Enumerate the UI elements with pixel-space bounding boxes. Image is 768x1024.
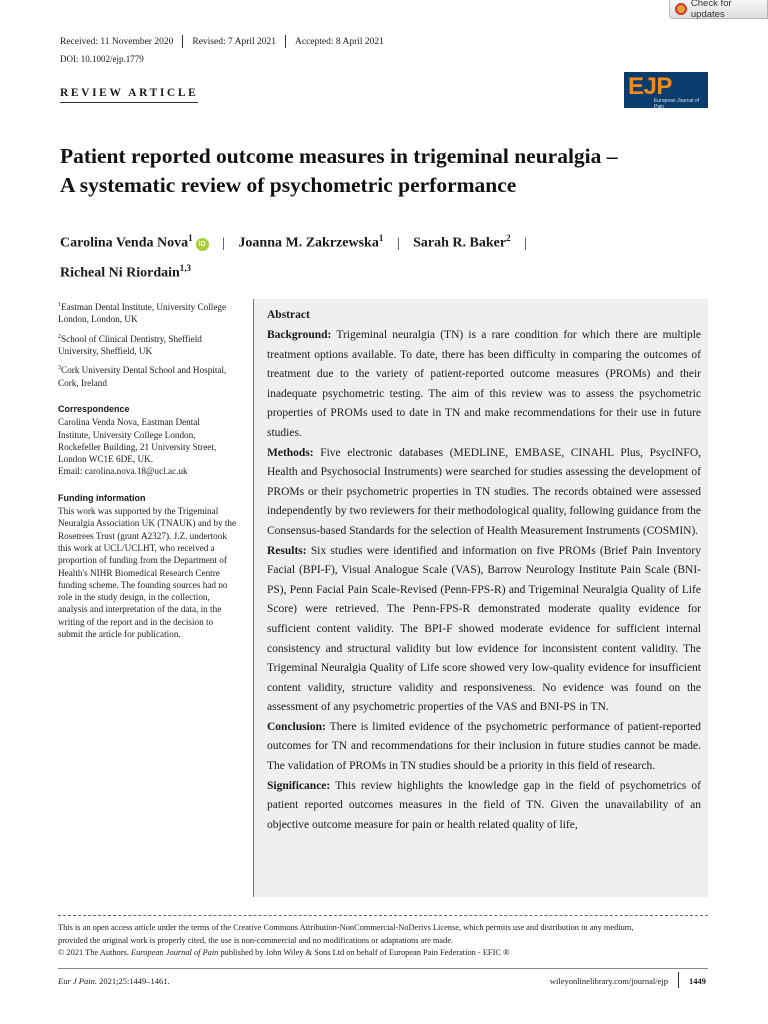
affiliation [58, 362, 238, 389]
correspondence-line: Rockefeller Building, 21 University Street, [58, 441, 217, 452]
citation-journal: Eur J Pain. [58, 976, 97, 986]
abstract-results [267, 542, 701, 718]
author-separator: | [396, 235, 400, 251]
received-date: Received: 11 November 2020 [60, 36, 174, 47]
copyright-journal: European Journal of Pain [130, 948, 219, 958]
abstract-significance [267, 777, 701, 836]
doi[interactable]: DOI: 10.1002/ejp.1779 [60, 54, 144, 64]
affiliation [58, 331, 238, 358]
abstract-methods [267, 444, 701, 542]
section-label: Conclusion: [267, 720, 326, 733]
article-title [60, 142, 700, 200]
license-line: provided the original work is properly cited, the use is non-commercial and no modifications or adaptations are made. [58, 935, 454, 945]
section-text: Six studies were identified and information on five PROMs (Brief Pain Inventory Facial (BPI-F), Visual Analogue Scale (VAS), Barrow Neurology Institute Pain Scale (BNI-PS), Penn Facial Pain Scale-Revised (Penn-FPS-R) and Trigeminal Neuralgia Quality of Life Score) were retrieved. The Penn-FPS-R demonstrated moderate quality evidence for sufficient content validity. The BPI-F showed moderate evidence for sufficient internal consistency and structural validity but low evidence for inconsistent content validity. The Trigeminal Neuralgia Quality of Life score showed very low-quality evidence for insufficient content validity, structure validity and responsiveness. No evidence was found on the assessment of any psychometric properties of the VAS and BNI-PS in TN. [267, 544, 701, 714]
page-number: 1449 [689, 976, 706, 986]
section-label: Background: [267, 329, 332, 341]
abstract-box [253, 299, 708, 897]
abstract-conclusion [267, 718, 701, 777]
section-text: Trigeminal neuralgia (TN) is a rare condition for which there are multiple treatment options available. To date, there has been difficulty in comparing the outcomes of treatment due to the variety of patient-reported outcome measures (PROMs) and their inadequate psychometric testing. The aim of this review was to assess the psychometric properties of PROMs used to date in TN and make recommendations for their use in future studies. [267, 329, 701, 439]
license-notice [58, 922, 708, 960]
correspondence-email[interactable]: Email: carolina.nova.18@ucl.ac.uk [58, 466, 188, 477]
author-affiliation-sup: 1 [378, 233, 384, 243]
copyright-prefix: © 2021 The Authors. [58, 948, 131, 958]
logo-subtitle: European Journal of Pain [654, 98, 700, 110]
check-updates-icon [675, 3, 687, 15]
section-text: There is limited evidence of the psychometric performance of patient-reported outcomes for TN and recommendations for their inclusion in future studies cannot be made. The validation of PROMs in TN studies should be a priority in this field of research. [267, 720, 701, 773]
article-dates [60, 35, 384, 48]
journal-logo [624, 72, 708, 108]
affiliation-text: Eastman Dental Institute, University College London, London, UK [58, 302, 227, 325]
affiliation [58, 299, 238, 326]
divider [285, 35, 286, 48]
affiliation-text: Cork University Dental School and Hospital, Cork, Ireland [58, 365, 227, 388]
author-name[interactable]: Richeal Ni Riordain [60, 265, 180, 281]
orcid-icon[interactable]: iD [196, 238, 209, 251]
journal-url[interactable]: wileyonlinelibrary.com/journal/ejp [549, 976, 668, 986]
citation [58, 976, 170, 986]
title-line-1: Patient reported outcome measures in trigeminal neuralgia – [60, 144, 618, 168]
author-affiliation-sup: 2 [506, 233, 511, 243]
funding-heading: Funding information [58, 492, 146, 503]
article-type: REVIEW ARTICLE [60, 87, 198, 103]
copyright-suffix: published by John Wiley & Sons Ltd on behalf of European Pain Federation - EFIC ® [218, 948, 510, 958]
divider [58, 915, 708, 916]
divider [678, 972, 679, 988]
affiliation-text: School of Clinical Dentistry, Sheffield University, Sheffield, UK [58, 333, 202, 357]
title-line-2: A systematic review of psychometric performance [60, 173, 517, 197]
author-affiliation-sup: 1,3 [179, 262, 192, 273]
affiliation-sup: 1 [58, 302, 61, 308]
correspondence-line: Institute, University College London, [58, 429, 196, 440]
section-label: Significance: [267, 779, 331, 792]
check-updates-label: Check for updates [690, 0, 732, 20]
copyright-line [58, 947, 708, 960]
divider [182, 35, 183, 48]
section-text: This review highlights the knowledge gap in the field of psychometrics of patient reported outcomes measures in the field of TN. Given the unavailability of an objective outcome measure for pain or health related quality of life, [267, 779, 701, 831]
abstract-background [267, 326, 701, 444]
section-text: Five electronic databases (MEDLINE, EMBASE, CINAHL Plus, PsycINFO, Health and Psychosocial Instruments) were searched for studies assessing the development of PROMs or their psychometric properties in TN studies. The records obtained were assessed independently by two reviewers for their methodological quality, following guidance from the Consensus-based Standards for the selection of Health Measurement Instruments (COSMIN). [267, 446, 702, 537]
license-line: This is an open access article under the terms of the Creative Commons Attribution-NonCommercial-NoDerivs License, which permits use and distribution in any medium, [58, 923, 634, 932]
author-separator: | [222, 235, 225, 251]
affiliation-sup: 3 [58, 365, 61, 372]
divider [58, 968, 708, 969]
author-name[interactable]: Sarah R. Baker [413, 235, 507, 251]
affiliation-sup: 2 [58, 333, 61, 340]
correspondence-line: Carolina Venda Nova, Eastman Dental [58, 417, 200, 428]
accepted-date: Accepted: 8 April 2021 [295, 36, 384, 47]
citation-volume: 2021;25:1449–1461. [96, 976, 170, 986]
logo-mark: EJP [628, 73, 672, 100]
correspondence-line: London WC1E 6DE, UK. [58, 454, 154, 465]
author-affiliation-sup: 1 [188, 233, 193, 243]
author-list [60, 226, 620, 285]
author-name[interactable]: Joanna M. Zakrzewska [238, 235, 379, 251]
section-label: Methods: [267, 446, 314, 459]
side-column [58, 299, 238, 640]
abstract-heading: Abstract [267, 309, 310, 321]
correspondence-heading: Correspondence [58, 403, 130, 414]
section-label: Results: [267, 544, 307, 557]
author-name[interactable]: Carolina Venda Nova [60, 235, 189, 251]
check-for-updates-button[interactable] [669, 0, 768, 19]
funding-text: This work was supported by the Trigeminal Neuralgia Association UK (TNAUK) and by the Rosetrees Trust (grant A2327). J.Z. undertook this work at UCL/UCLHT, who received a proportion of funding from the Department of Health's NIHR Biomedical Research Centre funding scheme. The founding sources had no role in the study design, in the collection, analysis and interpretation of the data, in the writing of the report and in the decision to submit the article for publication. [58, 506, 237, 640]
revised-date: Revised: 7 April 2021 [192, 36, 277, 47]
author-separator: | [524, 235, 527, 251]
